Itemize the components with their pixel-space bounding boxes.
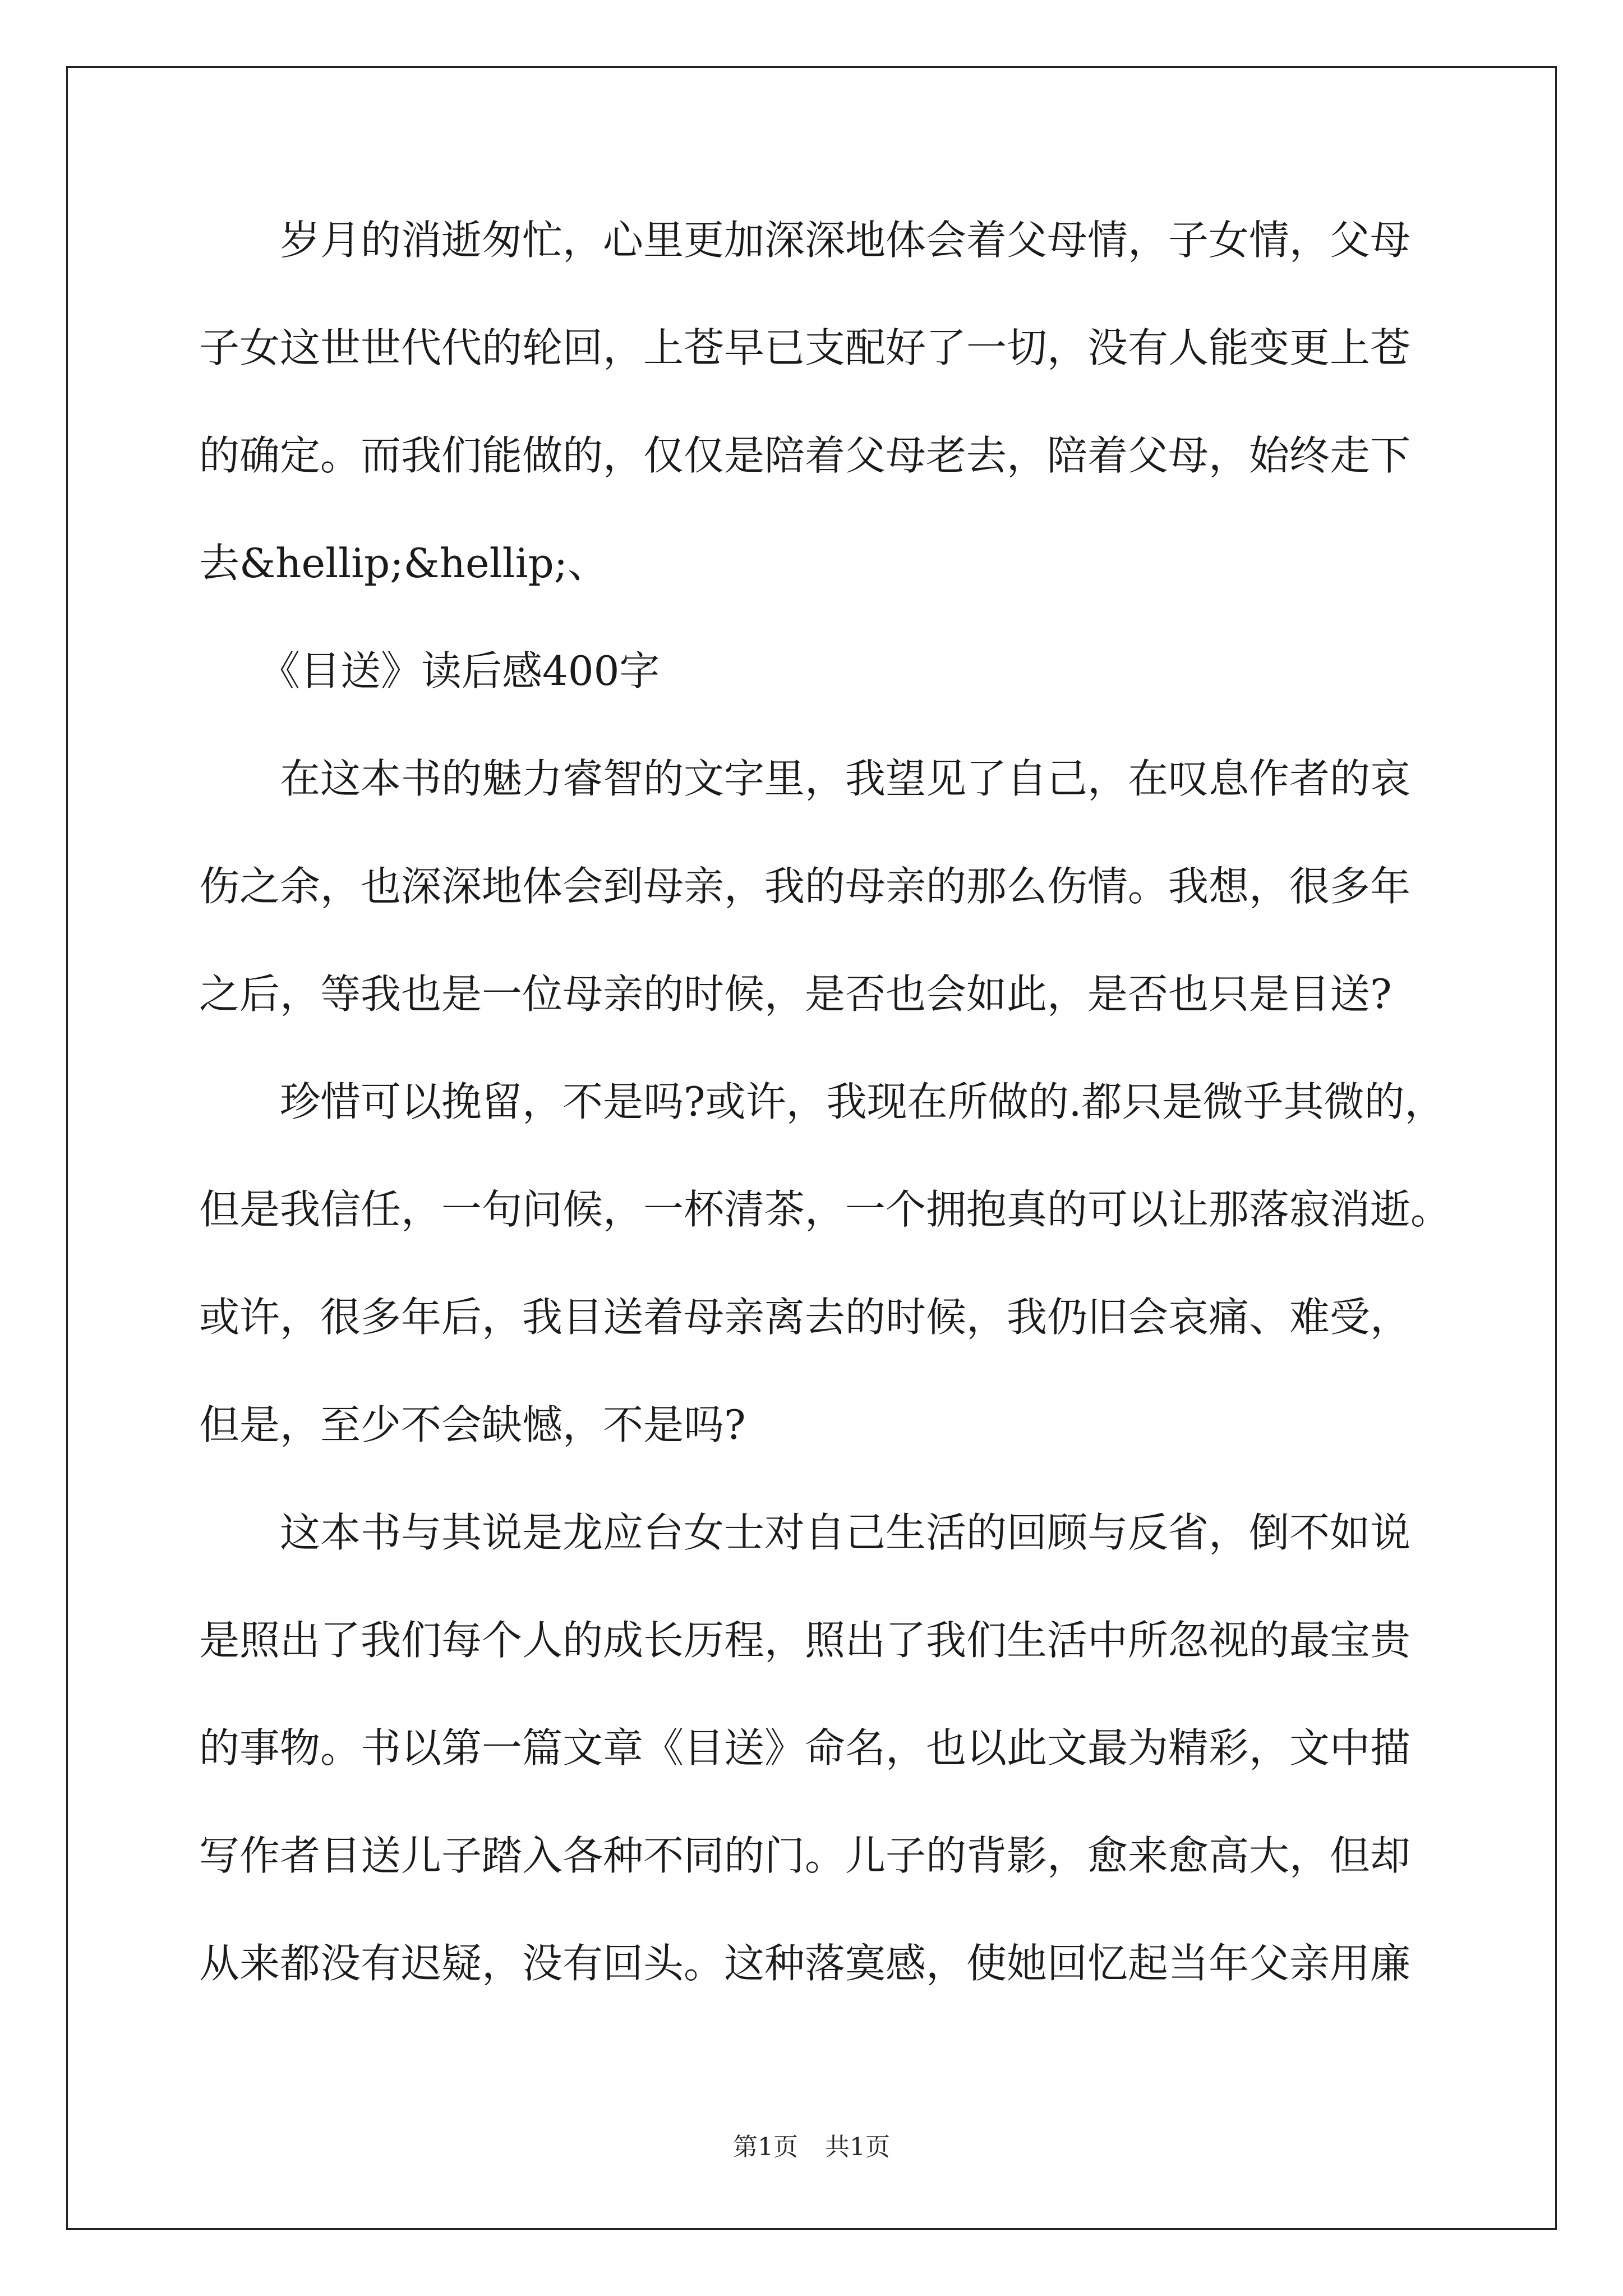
text-line: 的事物。书以第一篇文章《目送》命名，也以此文最为精彩，文中描 <box>199 1724 1411 1772</box>
page-footer <box>0 2132 1623 2163</box>
text-line: 从来都没有迟疑，没有回头。这种落寞感，使她回忆起当年父亲用廉 <box>199 1940 1411 1987</box>
page-total: 共1页 <box>825 2133 890 2161</box>
page-border <box>66 66 1557 2230</box>
text-line: 之后，等我也是一位母亲的时候，是否也会如此，是否也只是目送? <box>199 970 1392 1018</box>
text-line: 在这本书的魅力睿智的文字里，我望见了自己，在叹息作者的哀 <box>199 755 1411 802</box>
text-line: 子女这世世代代的轮回，上苍早已支配好了一切，没有人能变更上苍 <box>199 324 1411 371</box>
text-line: 或许，很多年后，我目送着母亲离去的时候，我仍旧会哀痛、难受， <box>199 1294 1411 1341</box>
text-line: 的确定。而我们能做的，仅仅是陪着父母老去，陪着父母，始终走下 <box>199 432 1411 479</box>
text-line: 这本书与其说是龙应台女士对自己生活的回顾与反省，倒不如说 <box>199 1509 1411 1556</box>
text-line: 但是，至少不会缺憾，不是吗? <box>199 1401 746 1448</box>
text-line: 写作者目送儿子踏入各种不同的门。儿子的背影，愈来愈高大，但却 <box>199 1832 1411 1879</box>
text-line: 是照出了我们每个人的成长历程，照出了我们生活中所忽视的最宝贵 <box>199 1617 1411 1664</box>
text-line: 岁月的消逝匆忙，心里更加深深地体会着父母情，子女情，父母 <box>199 217 1411 264</box>
section-heading: 《目送》读后感400字 <box>199 647 660 694</box>
text-line: 但是我信任，一句问候，一杯清茶，一个拥抱真的可以让那落寂消逝。 <box>199 1186 1451 1233</box>
text-line: 伤之余，也深深地体会到母亲，我的母亲的那么伤情。我想，很多年 <box>199 863 1411 910</box>
text-line: 珍惜可以挽留，不是吗?或许，我现在所做的.都只是微乎其微的， <box>199 1078 1445 1125</box>
text-line: 去&hellip;&hellip;、 <box>199 540 608 587</box>
page-number: 第1页 <box>733 2133 798 2161</box>
